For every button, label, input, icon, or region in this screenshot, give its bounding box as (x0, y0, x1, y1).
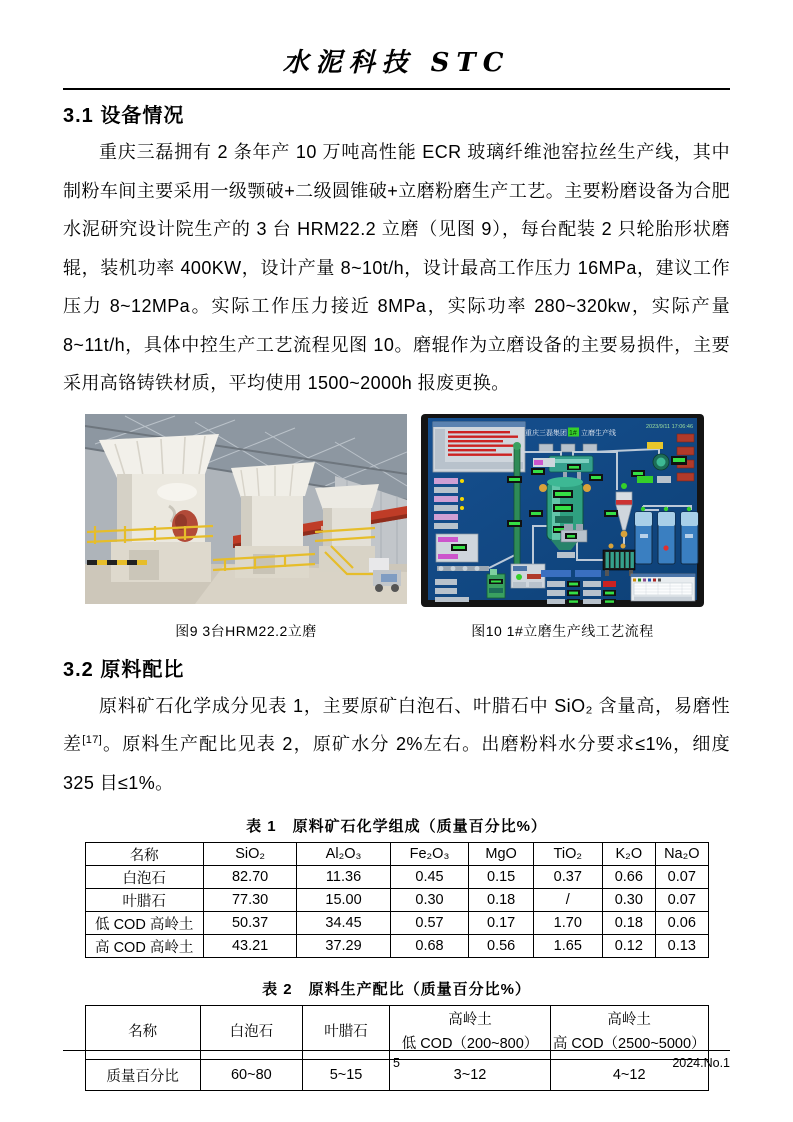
cell: 77.30 (203, 889, 296, 912)
issue-number: 2024.No.1 (672, 1056, 730, 1070)
col-header: K₂O (602, 843, 656, 866)
fig10-dcs-screen (421, 414, 704, 607)
kaolin-high-line2: 高 COD（2500~5000） (552, 1035, 706, 1052)
cell: 低 COD 高岭土 (85, 912, 203, 935)
vertical-mill-1 (99, 434, 219, 582)
cell: 1.70 (534, 912, 603, 935)
screen-nav-buttons (539, 444, 597, 452)
screen-title-prefix: 重庆三磊集团 (525, 429, 567, 437)
cell: 5~15 (302, 1060, 389, 1091)
figures-row (85, 414, 730, 612)
col-header: TiO₂ (534, 843, 603, 866)
fig9-factory-photo (85, 414, 407, 604)
col-header: 叶腊石 (302, 1006, 389, 1060)
hazard-stripes (87, 560, 147, 565)
cell: 4~12 (550, 1060, 708, 1091)
page-number: 5 (393, 1056, 400, 1070)
section-heading-3-1: 3.1 设备情况 (63, 105, 185, 127)
cell: 高 COD 高岭土 (85, 935, 203, 958)
cell: 0.18 (469, 889, 534, 912)
cell: 0.13 (656, 935, 708, 958)
cell: 1.65 (534, 935, 603, 958)
kaolin-low-line2: 低 COD（200~800） (401, 1035, 539, 1052)
paragraph-raw-materials (63, 687, 730, 803)
screen-title-suffix: 立磨生产线 (581, 429, 616, 437)
header-rule (63, 88, 730, 90)
cell: 0.07 (656, 889, 708, 912)
table2-mix-ratio (85, 1005, 709, 1091)
cell: 质量百分比 (85, 1060, 200, 1091)
figure10-dcs-screenshot (421, 414, 704, 612)
table1-title: 表 1 原料矿石化学组成（质量百分比%） (246, 818, 547, 835)
col-header: 白泡石 (200, 1006, 302, 1060)
kaolin-high-line1: 高岭土 (607, 1012, 651, 1029)
col-header: 名称 (85, 843, 203, 866)
screen-left-panel (436, 534, 478, 562)
cell: 0.07 (656, 866, 708, 889)
cell: 60~80 (200, 1060, 302, 1091)
cell: 白泡石 (85, 866, 203, 889)
cell: 43.21 (203, 935, 296, 958)
cell: 0.56 (469, 935, 534, 958)
col-header: Al₂O₃ (297, 843, 390, 866)
screen-title-highlight: 1# (569, 429, 577, 437)
journal-title: 水泥科技 STC (282, 48, 511, 78)
col-header: Fe₂O₃ (390, 843, 468, 866)
table-row (85, 935, 708, 958)
figure10-caption: 图10 1#立磨生产线工艺流程 (471, 622, 654, 639)
cell: 0.57 (390, 912, 468, 935)
col-header: 名称 (85, 1006, 200, 1060)
figure9-caption: 图9 3台HRM22.2立磨 (175, 622, 317, 639)
figure9-photo-mills (85, 414, 407, 609)
cell: 37.29 (297, 935, 390, 958)
cell: / (534, 889, 603, 912)
alarm-window (433, 422, 525, 472)
cell: 34.45 (297, 912, 390, 935)
footer-rule (63, 1050, 730, 1051)
cell: 0.15 (469, 866, 534, 889)
cell: 11.36 (297, 866, 390, 889)
screen-local-panel (511, 564, 545, 588)
vertical-mill-2 (231, 462, 315, 578)
kaolin-low-line1: 高岭土 (448, 1012, 492, 1029)
cell: 0.66 (602, 866, 656, 889)
cell: 15.00 (297, 889, 390, 912)
cell: 0.30 (390, 889, 468, 912)
cell: 0.12 (602, 935, 656, 958)
cell: 0.45 (390, 866, 468, 889)
col-header: SiO₂ (203, 843, 296, 866)
screen-timestamp: 2023/9/11 17:06:46 (646, 423, 693, 430)
screen-silos (635, 506, 698, 563)
table1-ore-chemistry (85, 842, 709, 958)
cell: 82.70 (203, 866, 296, 889)
captions-row (85, 621, 730, 641)
screen-conveyor (437, 566, 489, 571)
col-header-kaolin-low (390, 1006, 551, 1060)
col-header-kaolin-high (550, 1006, 708, 1060)
cell: 0.37 (534, 866, 603, 889)
table-row (85, 866, 708, 889)
col-header: Na₂O (656, 843, 708, 866)
section-heading-3-2: 3.2 原料配比 (63, 658, 185, 681)
table-row (85, 889, 708, 912)
table-row (85, 843, 708, 866)
para-raw-part2: 。原料生产配比见表 2，原矿水分 2%左右。出磨粉料水分要求≤1%，细度 325 目≤1%。 (63, 734, 730, 793)
paragraph-equipment: 重庆三磊拥有 2 条年产 10 万吨高性能 ECR 玻璃纤维池窑拉丝生产线，其中制粉车间主要采用一级颚破+二级圆锥破+立磨粉磨生产工艺。主要粉磨设备为合肥水泥研究设计院生产的 3 台 HRM22.2 立磨（见图 9），每台配装 2 只轮胎形状磨辊，装机功率 400KW，设计产量 8~10t/h，设计最高工作压力 16MPa，建议工作压力 8~12MPa。实际工作压力接近 8MPa，实际功率 280~320kw，实际产量 8~11t/h，具体中控生产工艺流程见图 10。磨辊作为立磨设备的主要易损件，主要采用高铬铸铁材质，平均使用 1500~2000h 报废更换。 (63, 142, 730, 393)
cell: 0.17 (469, 912, 534, 935)
table-row (85, 1006, 708, 1060)
reference-17: [17] (82, 734, 103, 746)
cell: 叶腊石 (85, 889, 203, 912)
table2-title: 表 2 原料生产配比（质量百分比%） (262, 981, 531, 998)
cell: 0.18 (602, 912, 656, 935)
cell: 0.06 (656, 912, 708, 935)
screen-trend-window (631, 574, 695, 601)
para-raw-part1: 原料矿石化学成分见表 1，主要原矿白泡石、叶腊石中 SiO₂ 含量高，易磨性差 (63, 695, 730, 754)
cell: 50.37 (203, 912, 296, 935)
table-row (85, 912, 708, 935)
cell: 0.30 (602, 889, 656, 912)
cell: 0.68 (390, 935, 468, 958)
col-header: MgO (469, 843, 534, 866)
cell: 3~12 (390, 1060, 551, 1091)
